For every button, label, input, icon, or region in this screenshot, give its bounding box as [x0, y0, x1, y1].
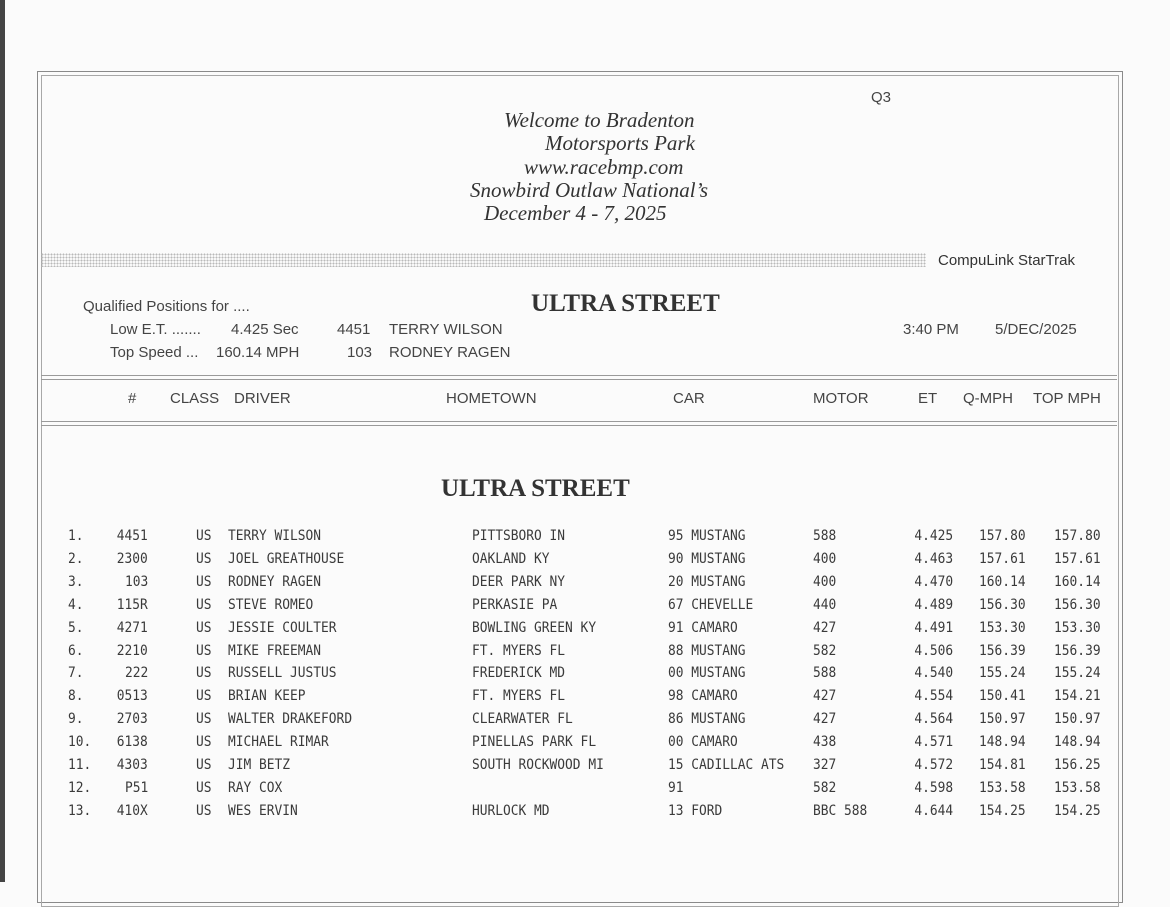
cell-position: 1. — [68, 528, 84, 544]
cell-hometown: FREDERICK MD — [472, 665, 566, 682]
cell-hometown: SOUTH ROCKWOOD MI — [472, 757, 604, 773]
cell-et: 4.644 — [914, 802, 953, 819]
welcome-line-5: December 4 - 7, 2025 — [484, 201, 667, 225]
cell-et: 4.572 — [914, 757, 953, 773]
cell-car: 86 MUSTANG — [668, 711, 746, 728]
cell-hometown: PITTSBORO IN — [472, 528, 566, 544]
cell-position: 6. — [68, 642, 84, 659]
cell-hometown: OAKLAND KY — [472, 550, 550, 567]
col-header-hometown: HOMETOWN — [446, 390, 537, 407]
cell-hometown: PINELLAS PARK FL — [472, 734, 597, 751]
welcome-line-2: Motorsports Park — [545, 131, 695, 155]
cell-car-number: 410X — [116, 802, 148, 819]
dotted-separator — [41, 253, 926, 267]
cell-motor: 427 — [813, 688, 837, 705]
col-header-driver: DRIVER — [234, 390, 291, 407]
cell-motor: 438 — [813, 734, 837, 751]
cell-top-mph: 156.25 — [1054, 757, 1101, 773]
cell-q-mph: 156.30 — [979, 596, 1026, 613]
cell-et: 4.571 — [914, 734, 953, 751]
col-header-top-mph: TOP MPH — [1033, 390, 1101, 407]
cell-motor: 400 — [813, 550, 837, 567]
welcome-line-1: Welcome to Bradenton — [504, 108, 695, 132]
cell-class: US — [196, 665, 212, 682]
cell-motor: 588 — [813, 528, 837, 544]
cell-et: 4.489 — [914, 596, 953, 613]
cell-car-number: 103 — [124, 573, 148, 590]
cell-top-mph: 160.14 — [1054, 573, 1101, 590]
cell-et: 4.425 — [914, 528, 953, 544]
cell-hometown: HURLOCK MD — [472, 802, 550, 819]
cell-top-mph: 155.24 — [1054, 665, 1101, 682]
report-date: 5/DEC/2025 — [995, 321, 1077, 338]
cell-motor: BBC 588 — [813, 802, 868, 819]
col-header-et: ET — [918, 390, 938, 407]
header-rule-bottom-2 — [41, 425, 1117, 426]
header-rule-bottom — [41, 421, 1117, 422]
cell-car: 91 CAMARO — [668, 619, 738, 636]
cell-driver: STEVE ROMEO — [228, 596, 314, 613]
cell-motor: 582 — [813, 779, 837, 796]
cell-class: US — [196, 596, 212, 613]
cell-car: 00 MUSTANG — [668, 665, 746, 682]
cell-car: 20 MUSTANG — [668, 573, 746, 590]
cell-class: US — [196, 528, 212, 544]
cell-motor: 427 — [813, 711, 837, 728]
cell-top-mph: 154.25 — [1054, 802, 1101, 819]
low-et-value: 4.425 Sec — [231, 321, 299, 338]
cell-car: 13 FORD — [668, 802, 723, 819]
cell-q-mph: 148.94 — [979, 734, 1026, 751]
cell-car: 00 CAMARO — [668, 734, 738, 751]
cell-q-mph: 150.97 — [979, 711, 1026, 728]
col-header-number: # — [128, 390, 137, 407]
cell-class: US — [196, 642, 212, 659]
cell-position: 3. — [68, 573, 84, 590]
top-speed-value: 160.14 MPH — [216, 344, 300, 361]
cell-q-mph: 157.61 — [979, 550, 1026, 567]
cell-hometown: FT. MYERS FL — [472, 688, 566, 705]
cell-driver: MICHAEL RIMAR — [228, 734, 329, 751]
cell-driver: JOEL GREATHOUSE — [228, 550, 345, 567]
cell-hometown: PERKASIE PA — [472, 596, 558, 613]
cell-driver: TERRY WILSON — [228, 528, 322, 544]
cell-car: 91 — [668, 779, 684, 796]
cell-driver: RODNEY RAGEN — [228, 573, 322, 590]
cell-position: 9. — [68, 711, 84, 728]
cell-q-mph: 153.58 — [979, 779, 1026, 796]
cell-motor: 327 — [813, 757, 837, 773]
cell-car-number: 4451 — [116, 528, 148, 544]
cell-q-mph: 150.41 — [979, 688, 1026, 705]
screen-edge — [0, 0, 5, 882]
cell-driver: JIM BETZ — [228, 757, 291, 773]
cell-position: 10. — [68, 734, 92, 751]
cell-car: 67 CHEVELLE — [668, 596, 754, 613]
cell-top-mph: 157.61 — [1054, 550, 1101, 567]
cell-top-mph: 157.80 — [1054, 528, 1101, 544]
cell-top-mph: 150.97 — [1054, 711, 1101, 728]
report-time: 3:40 PM — [903, 321, 959, 338]
cell-driver: WALTER DRAKEFORD — [228, 711, 353, 728]
cell-position: 2. — [68, 550, 84, 567]
cell-car-number: 6138 — [116, 734, 148, 751]
cell-et: 4.470 — [914, 573, 953, 590]
cell-motor: 440 — [813, 596, 837, 613]
cell-class: US — [196, 711, 212, 728]
top-speed-label: Top Speed ... — [110, 344, 199, 361]
cell-position: 13. — [68, 802, 92, 819]
round-label: Q3 — [871, 89, 892, 106]
cell-hometown: BOWLING GREEN KY — [472, 619, 597, 636]
cell-class: US — [196, 802, 212, 819]
cell-car-number: 2300 — [116, 550, 148, 567]
cell-class: US — [196, 779, 212, 796]
cell-driver: MIKE FREEMAN — [228, 642, 322, 659]
cell-hometown: DEER PARK NY — [472, 573, 566, 590]
qualified-label: Qualified Positions for .... — [83, 298, 250, 315]
system-label: CompuLink StarTrak — [938, 252, 1075, 269]
cell-q-mph: 157.80 — [979, 528, 1026, 544]
cell-class: US — [196, 619, 212, 636]
cell-car: 15 CADILLAC ATS — [668, 757, 785, 773]
cell-car-number: 0513 — [116, 688, 148, 705]
cell-et: 4.554 — [914, 688, 953, 705]
cell-et: 4.463 — [914, 550, 953, 567]
cell-hometown: CLEARWATER FL — [472, 711, 573, 728]
cell-car-number: 2703 — [116, 711, 148, 728]
cell-class: US — [196, 757, 212, 773]
low-et-label: Low E.T. ....... — [110, 321, 201, 338]
cell-position: 4. — [68, 596, 84, 613]
cell-et: 4.506 — [914, 642, 953, 659]
welcome-line-3: www.racebmp.com — [524, 155, 684, 179]
class-title: ULTRA STREET — [531, 290, 720, 317]
cell-car-number: 4271 — [116, 619, 148, 636]
top-speed-driver: RODNEY RAGEN — [389, 344, 511, 361]
cell-motor: 427 — [813, 619, 837, 636]
cell-car: 88 MUSTANG — [668, 642, 746, 659]
header-rule-top — [41, 375, 1117, 376]
cell-car-number: 222 — [124, 665, 148, 682]
cell-position: 5. — [68, 619, 84, 636]
welcome-line-4: Snowbird Outlaw National’s — [470, 178, 709, 202]
cell-et: 4.564 — [914, 711, 953, 728]
section-title: ULTRA STREET — [441, 475, 630, 502]
cell-et: 4.598 — [914, 779, 953, 796]
cell-top-mph: 148.94 — [1054, 734, 1101, 751]
cell-car-number: 2210 — [116, 642, 148, 659]
cell-q-mph: 160.14 — [979, 573, 1026, 590]
cell-et: 4.491 — [914, 619, 953, 636]
cell-hometown: FT. MYERS FL — [472, 642, 566, 659]
low-et-driver: TERRY WILSON — [389, 321, 503, 338]
top-speed-car: 103 — [347, 344, 373, 361]
cell-top-mph: 154.21 — [1054, 688, 1101, 705]
cell-car: 95 MUSTANG — [668, 528, 746, 544]
cell-position: 12. — [68, 779, 92, 796]
cell-driver: JESSIE COULTER — [228, 619, 337, 636]
col-header-q-mph: Q-MPH — [963, 390, 1013, 407]
cell-motor: 588 — [813, 665, 837, 682]
cell-motor: 582 — [813, 642, 837, 659]
cell-top-mph: 156.39 — [1054, 642, 1101, 659]
cell-car: 90 MUSTANG — [668, 550, 746, 567]
low-et-car: 4451 — [337, 321, 371, 338]
cell-car-number: 115R — [116, 596, 148, 613]
cell-top-mph: 153.58 — [1054, 779, 1101, 796]
cell-driver: WES ERVIN — [228, 802, 298, 819]
cell-position: 8. — [68, 688, 84, 705]
cell-et: 4.540 — [914, 665, 953, 682]
cell-top-mph: 153.30 — [1054, 619, 1101, 636]
cell-motor: 400 — [813, 573, 837, 590]
col-header-car: CAR — [673, 390, 705, 407]
cell-class: US — [196, 688, 212, 705]
cell-q-mph: 154.25 — [979, 802, 1026, 819]
cell-class: US — [196, 550, 212, 567]
cell-car: 98 CAMARO — [668, 688, 738, 705]
cell-car-number: P51 — [124, 779, 148, 796]
cell-driver: RUSSELL JUSTUS — [228, 665, 337, 682]
cell-class: US — [196, 734, 212, 751]
col-header-class: CLASS — [170, 390, 220, 407]
header-rule-top-2 — [41, 379, 1117, 380]
cell-q-mph: 154.81 — [979, 757, 1026, 773]
cell-driver: RAY COX — [228, 779, 283, 796]
cell-driver: BRIAN KEEP — [228, 688, 306, 705]
cell-class: US — [196, 573, 212, 590]
cell-position: 11. — [68, 757, 92, 773]
cell-top-mph: 156.30 — [1054, 596, 1101, 613]
cell-q-mph: 155.24 — [979, 665, 1026, 682]
cell-q-mph: 153.30 — [979, 619, 1026, 636]
cell-position: 7. — [68, 665, 84, 682]
cell-car-number: 4303 — [116, 757, 148, 773]
col-header-motor: MOTOR — [813, 390, 869, 407]
cell-q-mph: 156.39 — [979, 642, 1026, 659]
